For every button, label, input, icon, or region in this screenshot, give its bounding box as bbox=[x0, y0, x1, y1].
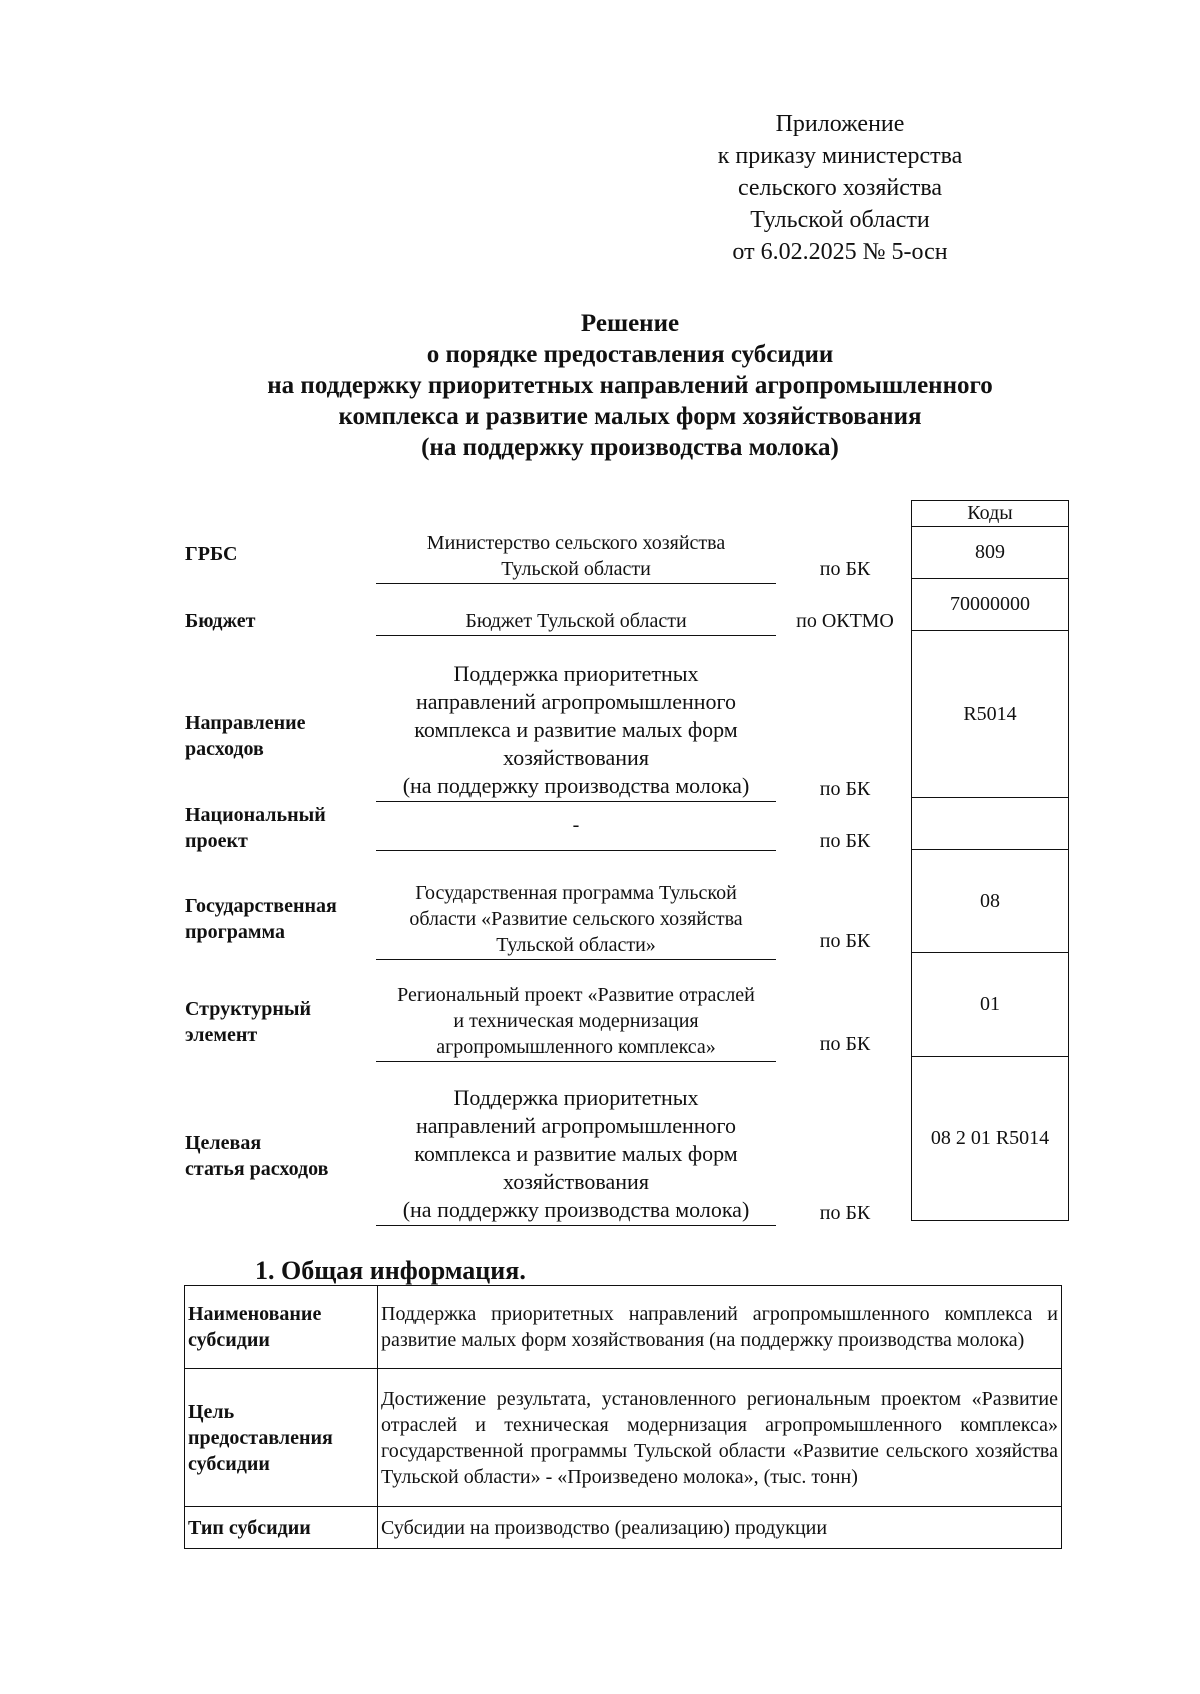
row-label-national-project: Национальный проект bbox=[185, 804, 326, 852]
table-cell-label: Тип субсидии bbox=[185, 1507, 378, 1549]
row-text-state-program: Государственная программа Тульской области «Развитие сельского хозяйства Тульской области» bbox=[376, 880, 776, 960]
row-codetype-structural-element: по БК bbox=[819, 1033, 871, 1055]
row-label-target-article: Целевая статья расходов bbox=[185, 1132, 329, 1180]
appendix-line: к приказу министерства bbox=[717, 143, 963, 169]
table-row bbox=[185, 1369, 1062, 1507]
row-text-direction: Поддержка приоритетных направлений агропромышленного комплекса и развитие малых форм хозяйствования (на поддержку производства молока) bbox=[376, 660, 776, 802]
row-codetype-direction: по БК bbox=[819, 778, 871, 800]
code-direction: R5014 bbox=[912, 631, 1068, 798]
code-budget: 70000000 bbox=[912, 579, 1068, 631]
table-row bbox=[185, 1507, 1062, 1549]
document-title bbox=[150, 308, 1110, 463]
table-cell-label: Цель предоставления субсидии bbox=[185, 1369, 378, 1507]
row-codetype-budget: по ОКТМО bbox=[796, 610, 894, 632]
appendix-line: Приложение bbox=[775, 111, 905, 137]
row-text-target-article: Поддержка приоритетных направлений агропромышленного комплекса и развитие малых форм хозяйствования (на поддержку производства молока) bbox=[376, 1084, 776, 1226]
appendix-block bbox=[690, 108, 990, 268]
row-codetype-national-project: по БК bbox=[819, 830, 871, 852]
appendix-line: Тульской области bbox=[750, 207, 930, 233]
row-text-structural-element: Региональный проект «Развитие отраслей и техническая модернизация агропромышленного комплекса» bbox=[376, 982, 776, 1062]
code-structural-element: 01 bbox=[912, 953, 1068, 1057]
codes-header: Коды bbox=[912, 501, 1068, 527]
table-cell-value: Субсидии на производство (реализацию) продукции bbox=[378, 1507, 1062, 1549]
appendix-line: от 6.02.2025 № 5-осн bbox=[732, 239, 948, 265]
row-label-structural-element: Структурный элемент bbox=[185, 998, 311, 1046]
row-codetype-grbs: по БК bbox=[819, 558, 871, 580]
code-state-program: 08 bbox=[912, 850, 1068, 953]
row-text-grbs: Министерство сельского хозяйства Тульской области bbox=[376, 530, 776, 584]
code-national-project bbox=[912, 798, 1068, 850]
table-cell-label: Наименование субсидии bbox=[185, 1286, 378, 1369]
row-text-national-project: - bbox=[376, 812, 776, 851]
row-label-direction: Направление расходов bbox=[185, 712, 306, 760]
appendix-line: сельского хозяйства bbox=[737, 175, 943, 201]
code-grbs: 809 bbox=[912, 527, 1068, 579]
title-line: комплекса и развитие малых форм хозяйствования bbox=[338, 403, 922, 430]
codes-column bbox=[911, 500, 1069, 1221]
row-text-budget: Бюджет Тульской области bbox=[376, 608, 776, 636]
title-line: на поддержку приоритетных направлений агропромышленного bbox=[267, 372, 993, 399]
general-info-table bbox=[184, 1285, 1062, 1549]
row-codetype-target-article: по БК bbox=[819, 1202, 871, 1224]
table-cell-value: Достижение результата, установленного региональным проектом «Развитие отраслей и техническая модернизация агропромышленного комплекса» государственной программы Тульской области «Развитие сельского хозяйства Тульской области» - «Произведено молока», (тыс. тонн) bbox=[378, 1369, 1062, 1507]
row-codetype-state-program: по БК bbox=[819, 930, 871, 952]
title-line: о порядке предоставления субсидии bbox=[426, 341, 834, 368]
title-line: Решение bbox=[580, 310, 680, 337]
code-target-article: 08 2 01 R5014 bbox=[930, 1127, 1050, 1149]
title-line: (на поддержку производства молока) bbox=[421, 434, 839, 461]
table-row bbox=[185, 1286, 1062, 1369]
row-label-grbs: ГРБС bbox=[185, 543, 238, 565]
section-heading: 1. Общая информация. bbox=[255, 1256, 526, 1285]
table-cell-value: Поддержка приоритетных направлений агропромышленного комплекса и развитие малых форм хозяйствования (на поддержку производства молока) bbox=[378, 1286, 1062, 1369]
row-label-state-program: Государственная программа bbox=[185, 895, 337, 943]
row-label-budget: Бюджет bbox=[185, 610, 256, 632]
